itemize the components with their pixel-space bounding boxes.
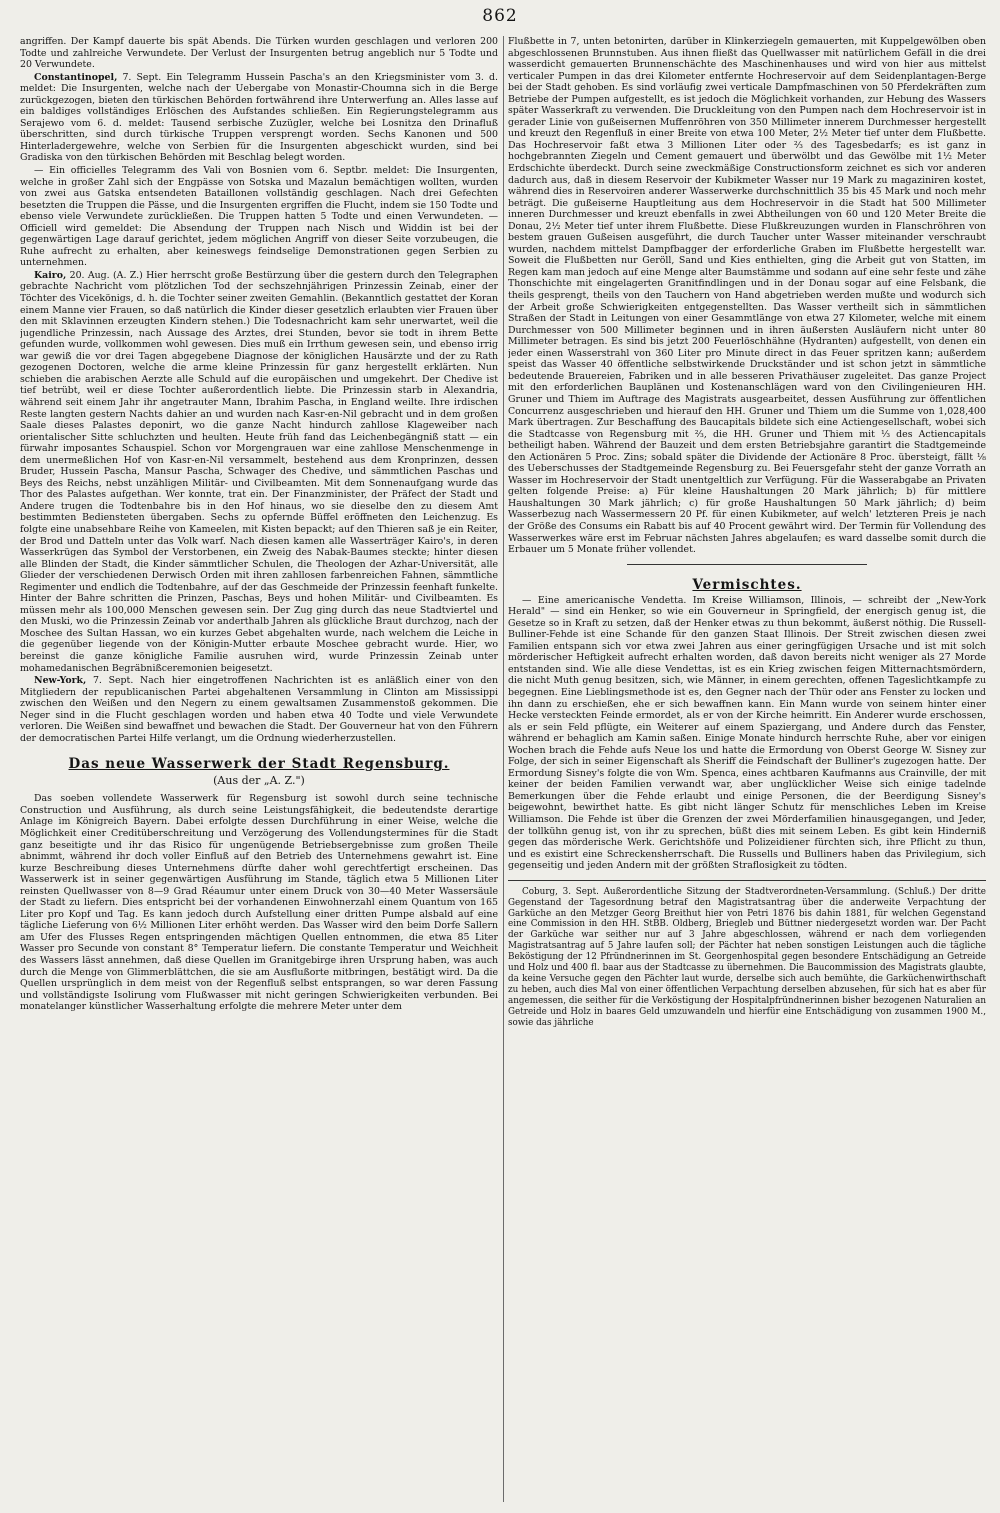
left-column: [20, 36, 498, 1506]
page-number: 862: [482, 6, 518, 26]
article-paragraph: [20, 270, 498, 674]
dateline: Kairo,: [34, 269, 67, 281]
article-paragraph: angriffen. Der Kampf dauerte bis spät Abends. Die Türken wurden geschlagen und verloren 200 Todte und zahlreiche Verwundete. Der Verlust der Insurgenten betrug angeblich nur 5 Todte und 20 Verwundete.: [20, 36, 498, 71]
article-paragraph: Coburg, 3. Sept. Außerordentliche Sitzung der Stadtverordneten-Versammlung. (Schluß.) Der dritte Gegenstand der Tagesordnung betraf den Magistratsantrag über die anderweite Verpachtung der Garküche an den Metzger Georg Breithut hier von Petri 1876 bis dahin 1881, für welchen Gegenstand eine Commission in den HH. StBB. Oldberg, Briegleb und Büttner niedergesetzt worden war. Der Pacht der Garküche war seither nur auf 3 Jahre abgeschlossen, während er nach dem vorliegenden Magistratsantrag auf 5 Jahre laufen soll; der Pächter hat neben sonstigen Leistungen auch die tägliche Beköstigung der 12 Pfründnerinnen im St. Georgenhospital gegen besondere Entschädigung an Getreide und Holz und 400 fl. baar aus der Stadtcasse zu übernehmen. Die Baucommission des Magistrats glaubte, da keine Versuche gegen den Pächter laut wurde, derselbe sich auch bemühte, die Garküchenwirthschaft zu heben, auch dies Mal von einer öffentlichen Verpachtung derselben abzusehen, für sich hat es aber für angemessen, die seither für die Verköstigung der Hospitalpfründnerinnen bisher bezogenen Naturalien an Getreide und Holz in baares Geld umzuwandeln und hierfür eine Entschädigung von zusammen 1900 M., sowie das jährliche: [508, 886, 986, 1028]
dateline: Constantinopel,: [34, 71, 118, 83]
article-text: 7. Sept. Ein Telegramm Hussein Pascha's an den Kriegsminister vom 3. d. meldet: Die Insurgenten, welche nach der Uebergabe von Monastir-Choumna sich in die Berge zurückgezogen, bieten den türkischen Behörden fortwährend ihre Unterwerfung an. Alles lasse auf ein baldiges vollständiges Erlöschen des Aufstandes schließen. Ein Regierungstelegramm aus Serajewo vom 6. d. meldet: Tausend serbische Zuzügler, welche bei Losnitza den Drinafluß überschritten, sind durch türkische Truppen versprengt worden. Sechs Kanonen und 500 Hinterladergewehre, welche von Serbien für die Insurgenten abgeschickt wurden, sind bei Gradiska von den türkischen Behörden mit Beschlag belegt worden.: [20, 71, 498, 164]
article-paragraph: Das soeben vollendete Wasserwerk für Regensburg ist sowohl durch seine technische Construction und Ausführung, als durch seine Leistungsfähigkeit, die bedeutendste derartige Anlage im Königreich Bayern. Dabei erfolgte dessen Durchführung in einer Weise, welche die Möglichkeit einer Creditüberschreitung und Verzögerung des Vollendungstermines für die Stadt ganz beseitigte und ihr das Risico für ungenügende Betriebsergebnisse zum großen Theile abnimmt, während ihr doch voller Einfluß auf den Betrieb des Unternehmens gewahrt ist. Eine kurze Beschreibung dieses Unternehmens dürfte daher wohl gerechtfertigt erscheinen. Das Wasserwerk ist in seiner gegenwärtigen Ausführung im Stande, täglich etwa 5 Millionen Liter reinsten Quellwasser von 8—9 Grad Réaumur unter einem Druck von 30—40 Meter Wassersäule der Stadt zu liefern. Dies entspricht bei der vorhandenen Einwohnerzahl einem Quantum von 165 Liter pro Kopf und Tag. Es kann jedoch durch Aufstellung einer dritten Pumpe alsbald auf eine tägliche Lieferung von 6½ Millionen Liter erhöht werden. Das Wasser wird den beim Dorfe Sallern am Ufer des Flusses Regen entspringenden mächtigen Quellen entnommen, die etwa 85 Liter Wasser pro Secunde von constant 8° Temperatur liefern. Die constante Temperatur und Weichheit des Wassers lässt annehmen, daß diese Quellen im Granitgebirge ihren Ursprung haben, was auch durch die Menge von Glimmerblättchen, die sie am Ausflußorte mitbringen, bestätigt wird. Da die Quellen ursprünglich in dem meist von der Regenfluß selbst entsprangen, so war deren Fassung und vollständigste Isolirung vom Flußwasser mit nicht geringen Schwierigkeiten verbunden. Bei monatelanger künstlicher Wasserhaltung erfolgte die mehrere Meter unter dem: [20, 793, 498, 1013]
article-paragraph: — Ein officielles Telegramm des Vali von Bosnien vom 6. Septbr. meldet: Die Insurgenten, welche in großer Zahl sich der Engpässe von Sotska und Mazalun bemächtigen wollten, wurden von zwei aus Gatska entsendeten Bataillonen vollständig geschlagen. Nach drei Gefechten besetzten die Truppen die Pässe, und die Insurgenten ergriffen die Flucht, indem sie 150 Todte und ebenso viele Verwundete zurückließen. Die Truppen hatten 5 Todte und einen Verwundeten. — Officiell wird gemeldet: Die Absendung der Truppen nach Nisch und Widdin ist bei der gegenwärtigen Lage darauf gerichtet, jedem möglichen Angriff von dieser Seite vorzubeugen, die Ruhe aufrecht zu erhalten, aber keineswegs feindselige Demonstrationen gegen Serbien zu unternehmen.: [20, 165, 498, 269]
column-divider: [503, 36, 504, 1502]
article-paragraph: — Eine americanische Vendetta. Im Kreise Williamson, Illinois, — schreibt der „New-York Herald" — sind ein Henker, so wie ein Gouverneur in Springfield, der energisch genug ist, die Gesetze so in Kraft zu setzen, daß der Henker etwas zu thun bekommt, äußerst nöthig. Die Russell-Bulliner-Fehde ist eine Schande für den ganzen Staat Illinois. Der Streit zwischen diesen zwei Familien entspann sich vor etwa zwei Jahren aus einer geringfügigen Ursache und ist mit solch mörderischer Heftigkeit aufrecht erhalten worden, daß davon bereits nicht weniger als 27 Morde entstanden sind. Wie alle diese Vendettas, ist es ein Krieg zwischen feigen Mitternachtsmördern, die nicht Muth genug besitzen, sich, wie Männer, in einem gerechten, offenen Tageslichtkampfe zu begegnen. Eine Lieblingsmethode ist es, den Gegner nach der Thür oder ans Fenster zu locken und ihn dann zu erschießen, ehe er sich bewaffnen kann. Ein Mann wurde von seinem hinter einer Hecke versteckten Feinde ermordet, als er von der Kirche heimritt. Ein Anderer wurde erschossen, als er sein Feld pflügte, ein Weiterer auf einem Spaziergang, und Andere durch das Fenster, während er behaglich am Kamin saßen. Einige Monate hindurch herrschte Ruhe, aber vor einigen Wochen brach die Fehde aufs Neue los und hatte die Ermordung von Oberst George W. Sisney zur Folge, der sich in seiner Eigenschaft als Sheriff die Feindschaft der Bulliner's zugezogen hatte. Der Ermordung Sisney's folgte die von Wm. Spenca, eines achtbaren Kaufmanns aus Crainville, der mit keiner der beiden Familien verwandt war, aber unglücklicher Weise sich einige tadelnde Bemerkungen über die Fehde erlaubt und einige Personen, die der Beerdigung Sisney's beigewohnt, bewirthet hatte. Es gibt nicht länger Schutz für menschliches Leben im Kreise Williamson. Die Fehde ist über die Grenzen der zwei Mörderfamilien hinausgegangen, und Jeder, der tollkühn genug ist, von ihr zu sprechen, büßt dies mit seinem Leben. Es gibt kein Hinderniß gegen das mörderische Werk. Gerichtshöfe und Polizeidiener fürchten sich, ihre Pflicht zu thun, und es existirt eine Schreckensherrschaft. Die Russells und Bulliners haben das Privilegium, sich gegenseitig und jeden Andern mit der größten Straflosigkeit zu tödten.: [508, 594, 986, 872]
article-text: 7. Sept. Nach hier eingetroffenen Nachrichten ist es anläßlich einer von den Mitgliedern der republicanischen Partei abgehaltenen Versammlung in Clinton am Mississippi zwischen den Weißen und den Negern zu einem gewaltsamen Zusammenstoß gekommen. Die Neger sind in die Flucht geschlagen worden und haben etwa 40 Todte und viele Verwundete verloren. Die Weißen sind bewaffnet und bewachen die Stadt. Der Gouverneur hat von den Führern der democratischen Partei Hilfe verlangt, um die Ordnung wiederherzustellen.: [20, 675, 498, 744]
section-title: Vermischtes.: [692, 576, 802, 593]
article-text: 20. Aug. (A. Z.) Hier herrscht große Bestürzung über die gestern durch den Telegraphen gebrachte Nachricht vom plötzlichen Tod der sechszehnjährigen Prinzessin Zeinab, einer der Töchter des Vicekönigs, d. h. die Tochter seiner zweiten Gemahlin. (Bekanntlich gestattet der Koran einem Manne vier Frauen, so daß natürlich die Kinder dieser gesetzlich erlaubten vier Frauen über den mit Sklavinnen erzeugten Kindern stehen.) Die Todesnachricht kam sehr unerwartet, weil die jugendliche Prinzessin, nach Aussage des Arztes, drei Stunden, bevor sie todt in ihrem Bette gefunden wurde, vollkommen wohl gewesen. Dies muß ein Irrthum gewesen sein, und ebenso irrig war gewiß die vor drei Tagen abgegebene Diagnose der königlichen Hausärzte und der zu Rath gezogenen Doctoren, welche die arme kleine Prinzessin für ganz hergestellt erklärten. Nun schieben die arabischen Aerzte alle Schuld auf die europäischen und umgekehrt. Der Chedive ist tief betrübt, weil er diese Tochter außerordentlich liebte. Die Prinzessin starb in Alexandria, während seit einem Jahr ihr angetrauter Mann, Ibrahim Pascha, in England weilte. Ihre irdischen Reste langten gestern Nachts dahier an und wurden nach Kasr-en-Nil gebracht und in dem großen Saale dieses Palastes deponirt, wo die ganze Nacht hindurch zahllose Klageweiber nach orientalischer Sitte schluchzten und heulten. Heute früh fand das Leichenbegängniß statt — ein fürwahr imposantes Schauspiel. Schon vor Morgengrauen war eine zahllose Menschenmenge in dem unermeßlichen Hof von Kasr-en-Nil versammelt, bestehend aus dem Kronprinzen, dessen Bruder, Hussein Pascha, Mansur Pascha, Schwager des Chedive, und sämmtlichen Paschas und Beys des Reichs, nebst unzähligen Militär- und Civilbeamten. Mit dem Sonnenaufgang wurde das Thor des Palastes aufgethan. Wer konnte, trat ein. Der Finanzminister, der Präfect der Stadt und Andere trugen die Todtenbahre bis in den Hof hinaus, wo sie dieselbe den zu diesem Amt bestimmten Bediensteten übergaben. Sechs zu opfernde Büffel eröffneten den Leichenzug. Es folgte eine unabsehbare Reihe von Kameelen, mit Kisten bepackt; auf den Thieren saß je ein Reiter, der Brod und Datteln unter das Volk warf. Nach diesen kamen alle Wasserträger Kairo's, in deren Wasserkrügen das Symbol der Verstorbenen, ein Zweig des Nabak-Baumes steckte; hinter diesen alle Blinden der Stadt, die Kinder sämmtlicher Schulen, die Theologen der Azhar-Universität, alle Glieder der verschiedenen Derwisch Orden mit ihren zahllosen farbenreichen Fahnen, sämmtliche Regimenter und endlich die Todtenbahre, auf der das Geschmeide der Prinzessin feenhaft funkelte. Hinter der Bahre schritten die Prinzen, Paschas, Beys und hohen Militär- und Civilbeamten. Es müssen mehr als 100,000 Menschen gewesen sein. Der Zug ging durch das neue Stadtviertel und den Muski, wo die Prinzessin Zeinab vor anderthalb Jahren als glückliche Braut durchzog, nach der Moschee des Sultan Hassan, wo ein kurzes Gebet abgehalten wurde, nach welchem die Leiche in die gegenüber liegende von der Königin-Mutter erbaute Moschee gebracht wurde. Hier, wo bereinst die ganze königliche Familie ausruhen wird, wurde Prinzessin Zeinab unter mohamedanischen Begräbnißceremonien beigesetzt.: [20, 269, 498, 674]
article-paragraph: [20, 72, 498, 164]
report-block: [508, 887, 986, 1029]
dateline: New-York,: [34, 675, 87, 687]
section-source: (Aus der „A. Z."): [213, 774, 305, 788]
section-divider: [508, 880, 986, 881]
article-paragraph: [20, 675, 498, 744]
section-divider: [627, 564, 867, 565]
article-paragraph: Flußbette in 7, unten betonirten, darüber in Klinkerziegeln gemauerten, mit Kuppelgewölben oben abgeschlossenen Brunnstuben. Aus ihnen fließt das Quellwasser mit natürlichem Gefäll in die drei wasserdicht gemauerten Brunnenschächte des Maschinenhauses und wird von hier aus mittelst verticaler Pumpen in das drei Kilometer entfernte Hochreservoir auf dem Seidenplantagen-Berge bei der Stadt gehoben. Es sind vorläufig zwei verticale Dampfmaschinen von 50 Pferdekräften zum Betriebe der Pumpen aufgestellt, es ist jedoch die Möglichkeit vorhanden, zur Hebung des Wassers später Wasserkraft zu verwenden. Die Druckleitung von den Pumpen nach dem Hochreservoir ist in gerader Linie von gußeisernen Muffenröhren von 350 Millimeter innerem Durchmesser hergestellt und kreuzt den Regenfluß in einer Breite von etwa 100 Meter, 2½ Meter tief unter dem Flußbette. Das Hochreservoir faßt etwa 3 Millionen Liter oder ⅔ des Tagesbedarfs; es ist ganz in hochgebrannten Ziegeln und Cement gemauert und überwölbt und das Gewölbe mit 1½ Meter Erdschichte überdeckt. Durch seine zweckmäßige Constructionsform zeichnet es sich vor anderen dadurch aus, daß in diesem Reservoir der Kubikmeter Wasser nur 19 Mark zu magaziniren kostet, während dies in Reservoiren anderer Wasserwerke durchschnittlich 35 bis 45 Mark und noch mehr beträgt. Die gußeiserne Hauptleitung aus dem Hochreservoir in die Stadt hat 500 Millimeter inneren Durchmesser und kreuzt ebenfalls in zwei Abtheilungen von 60 und 120 Meter Breite die Donau, 2½ Meter tief unter ihrem Flußbette. Diese Flußkreuzungen wurden in Flanschröhren von bestem grauen Gußeisen ausgeführt, die durch Taucher unter Wasser miteinander verschraubt wurden, nachdem mittelst Dampfbagger der erforderliche Graben im Flußbette hergestellt war. Soweit die Flußbetten nur Geröll, Sand und Kies enthielten, ging die Arbeit gut von Statten, im Regen kam man jedoch auf eine Menge alter Baumstämme und sodann auf eine sehr feste und zähe Thonschichte mit eingelagerten Granitfindlingen und in der Donau sogar auf eine Felsbank, die theils gesprengt, theils von den Tauchern von Hand abgetrieben werden mußte und wodurch sich der Arbeit große Schwierigkeiten entgegenstellten. Das Wasser vertheilt sich in sämmtlichen Straßen der Stadt in Leitungen von einer Gesammtlänge von etwa 27 Kilometer, welche mit einem Durchmesser von 500 Millimeter beginnen und in ihren äußersten Ausläufern nicht unter 80 Millimeter betragen. Es sind bis jetzt 200 Feuerlöschhähne (Hydranten) aufgestellt, von denen ein jeder einen Wasserstrahl von 360 Liter pro Minute direct in das Feuer spritzen kann; außerdem speist das Wasser 40 öffentliche selbstwirkende Druckständer und ist schon jetzt in sämmtliche bedeutende Brauereien, Fabriken und in alle besseren Privathäuser zugeleitet. Das ganze Project mit den erforderlichen Bauplänen und Kostenanschlägen ward von den Civilingenieuren HH. Gruner und Thiem im Auftrage des Magistrats ausgearbeitet, dessen Ausführung zur öffentlichen Concurrenz ausgeschrieben und hierauf den HH. Gruner und Thiem um die Summe von 1,028,400 Mark übertragen. Zur Beschaffung des Baucapitals bildete sich eine Actiengesellschaft, wobei sich die Stadtcasse von Regensburg mit ⅔, die HH. Gruner und Thiem mit ⅓ des Actiencapitals betheiligt haben. Während der Bauzeit und dem ersten Betriebsjahre garantirt die Stadtgemeinde den Actionären 5 Proc. Zins; sobald später die Dividende der Actionäre 8 Proc. übersteigt, fällt ⅛ des Ueberschusses der Stadtgemeinde Regensburg zu. Bei Feuersgefahr steht der ganze Vorrath an Wasser im Hochreservoir der Stadt unentgeltlich zur Verfügung. Für die Wasserabgabe an Privaten gelten folgende Preise: a) Für kleine Haushaltungen 20 Mark jährlich; b) für mittlere Haushaltungen 30 Mark jährlich; c) für große Haushaltungen 50 Mark jährlich; d) beim Wasserbezug nach Wassermessern 20 Pf. für einen Kubikmeter, auf welch' letzteren Preis je nach der Größe des Consums ein Rabatt bis auf 40 Procent gewährt wird. Der Termin für Vollendung des Wasserwerkes wäre erst im Februar nächsten Jahres abgelaufen; es ward dasselbe somit durch die Erbauer um 5 Monate früher vollendet.: [508, 36, 986, 556]
section-title: Das neue Wasserwerk der Stadt Regensburg.: [68, 756, 450, 773]
right-column: [508, 36, 986, 1506]
